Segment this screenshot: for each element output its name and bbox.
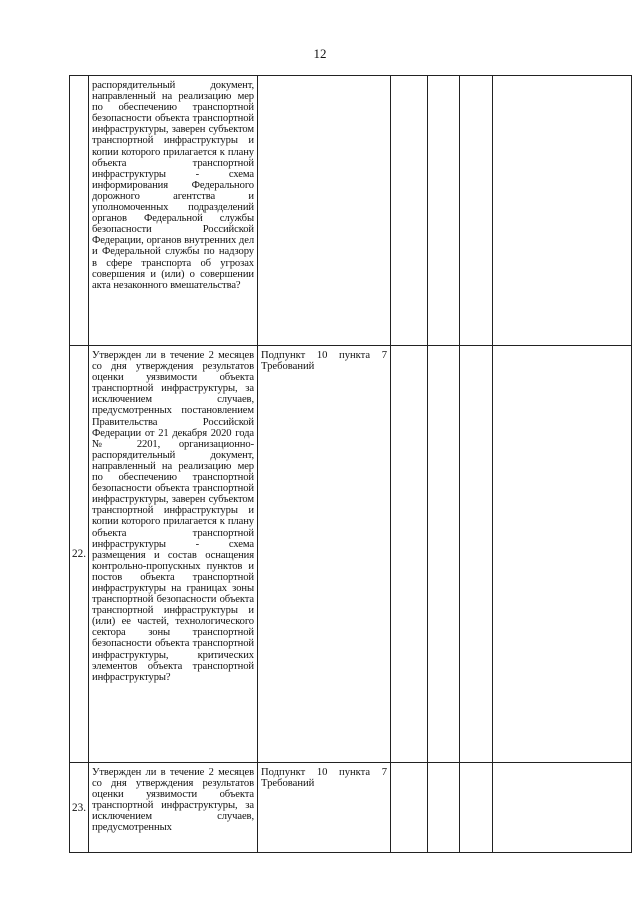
checklist-table xyxy=(69,75,632,853)
answer-yes-cell xyxy=(391,763,428,853)
answer-no-cell xyxy=(428,763,460,853)
note-cell xyxy=(493,763,632,853)
reference-cell xyxy=(258,763,391,853)
reference-cell xyxy=(258,346,391,763)
answer-no-cell xyxy=(428,76,460,346)
answer-yes-cell xyxy=(391,76,428,346)
question-cell: Утвержден ли в течение 2 месяцев со дня утверждения результатов оценки уязвимости объекта транспортной инфраструктуры, за исключением случаев, предусмотренных xyxy=(89,763,258,853)
row-number xyxy=(70,76,89,346)
question-cell: Утвержден ли в течение 2 месяцев со дня утверждения результатов оценки уязвимости объекта транспортной инфраструктуры, за исключением случаев, предусмотренных постановлением Правительства Российской Федерации от 21 декабря 2020 года № 2201, организационно-распорядительный документ, направленный на реализацию мер по обеспечению транспортной безопасности объекта транспортной инфраструктуры, заверен субъектом транспортной инфраструктуры и копии которого прилагается к плану объекта транспортной инфраструктуры - схема размещения и состав оснащения контрольно-пропускных пунктов и постов объекта транспортной инфраструктуры на границах зоны транспортной безопасности объекта транспортной инфраструктуры и (или) ее частей, технологического сектора зоны транспортной безопасности объекта транспортной инфраструктуры, критических элементов объекта транспортной инфраструктуры? xyxy=(89,346,258,763)
table-row xyxy=(70,346,632,763)
table-row xyxy=(70,763,632,853)
note-cell xyxy=(493,76,632,346)
question-cell: распорядительный документ, направленный на реализацию мер по обеспечению транспортной безопасности объекта транспортной инфраструктуры, заверен субъектом транспортной инфраструктуры и копии которого прилагается к плану объекта транспортной инфраструктуры - схема информирования Федерального дорожного агентства и уполномоченных подразделений органов Федеральной службы безопасности Российской Федерации, органов внутренних дел и Федеральной службы по надзору в сфере транспорта об угрозах совершения и (или) о совершении акта незаконного вмешательства? xyxy=(89,76,258,346)
answer-na-cell xyxy=(460,346,493,763)
reference-cell xyxy=(258,76,391,346)
answer-na-cell xyxy=(460,763,493,853)
note-cell xyxy=(493,346,632,763)
row-number: 23. xyxy=(70,763,89,853)
page-number: 12 xyxy=(313,46,327,61)
table-row xyxy=(70,76,632,346)
row-number: 22. xyxy=(70,346,89,763)
reference-text: Подпункт 10 пункта 7 Требований xyxy=(261,767,387,790)
answer-no-cell xyxy=(428,346,460,763)
answer-yes-cell xyxy=(391,346,428,763)
reference-text: Подпункт 10 пункта 7 Требований xyxy=(261,350,387,373)
answer-na-cell xyxy=(460,76,493,346)
